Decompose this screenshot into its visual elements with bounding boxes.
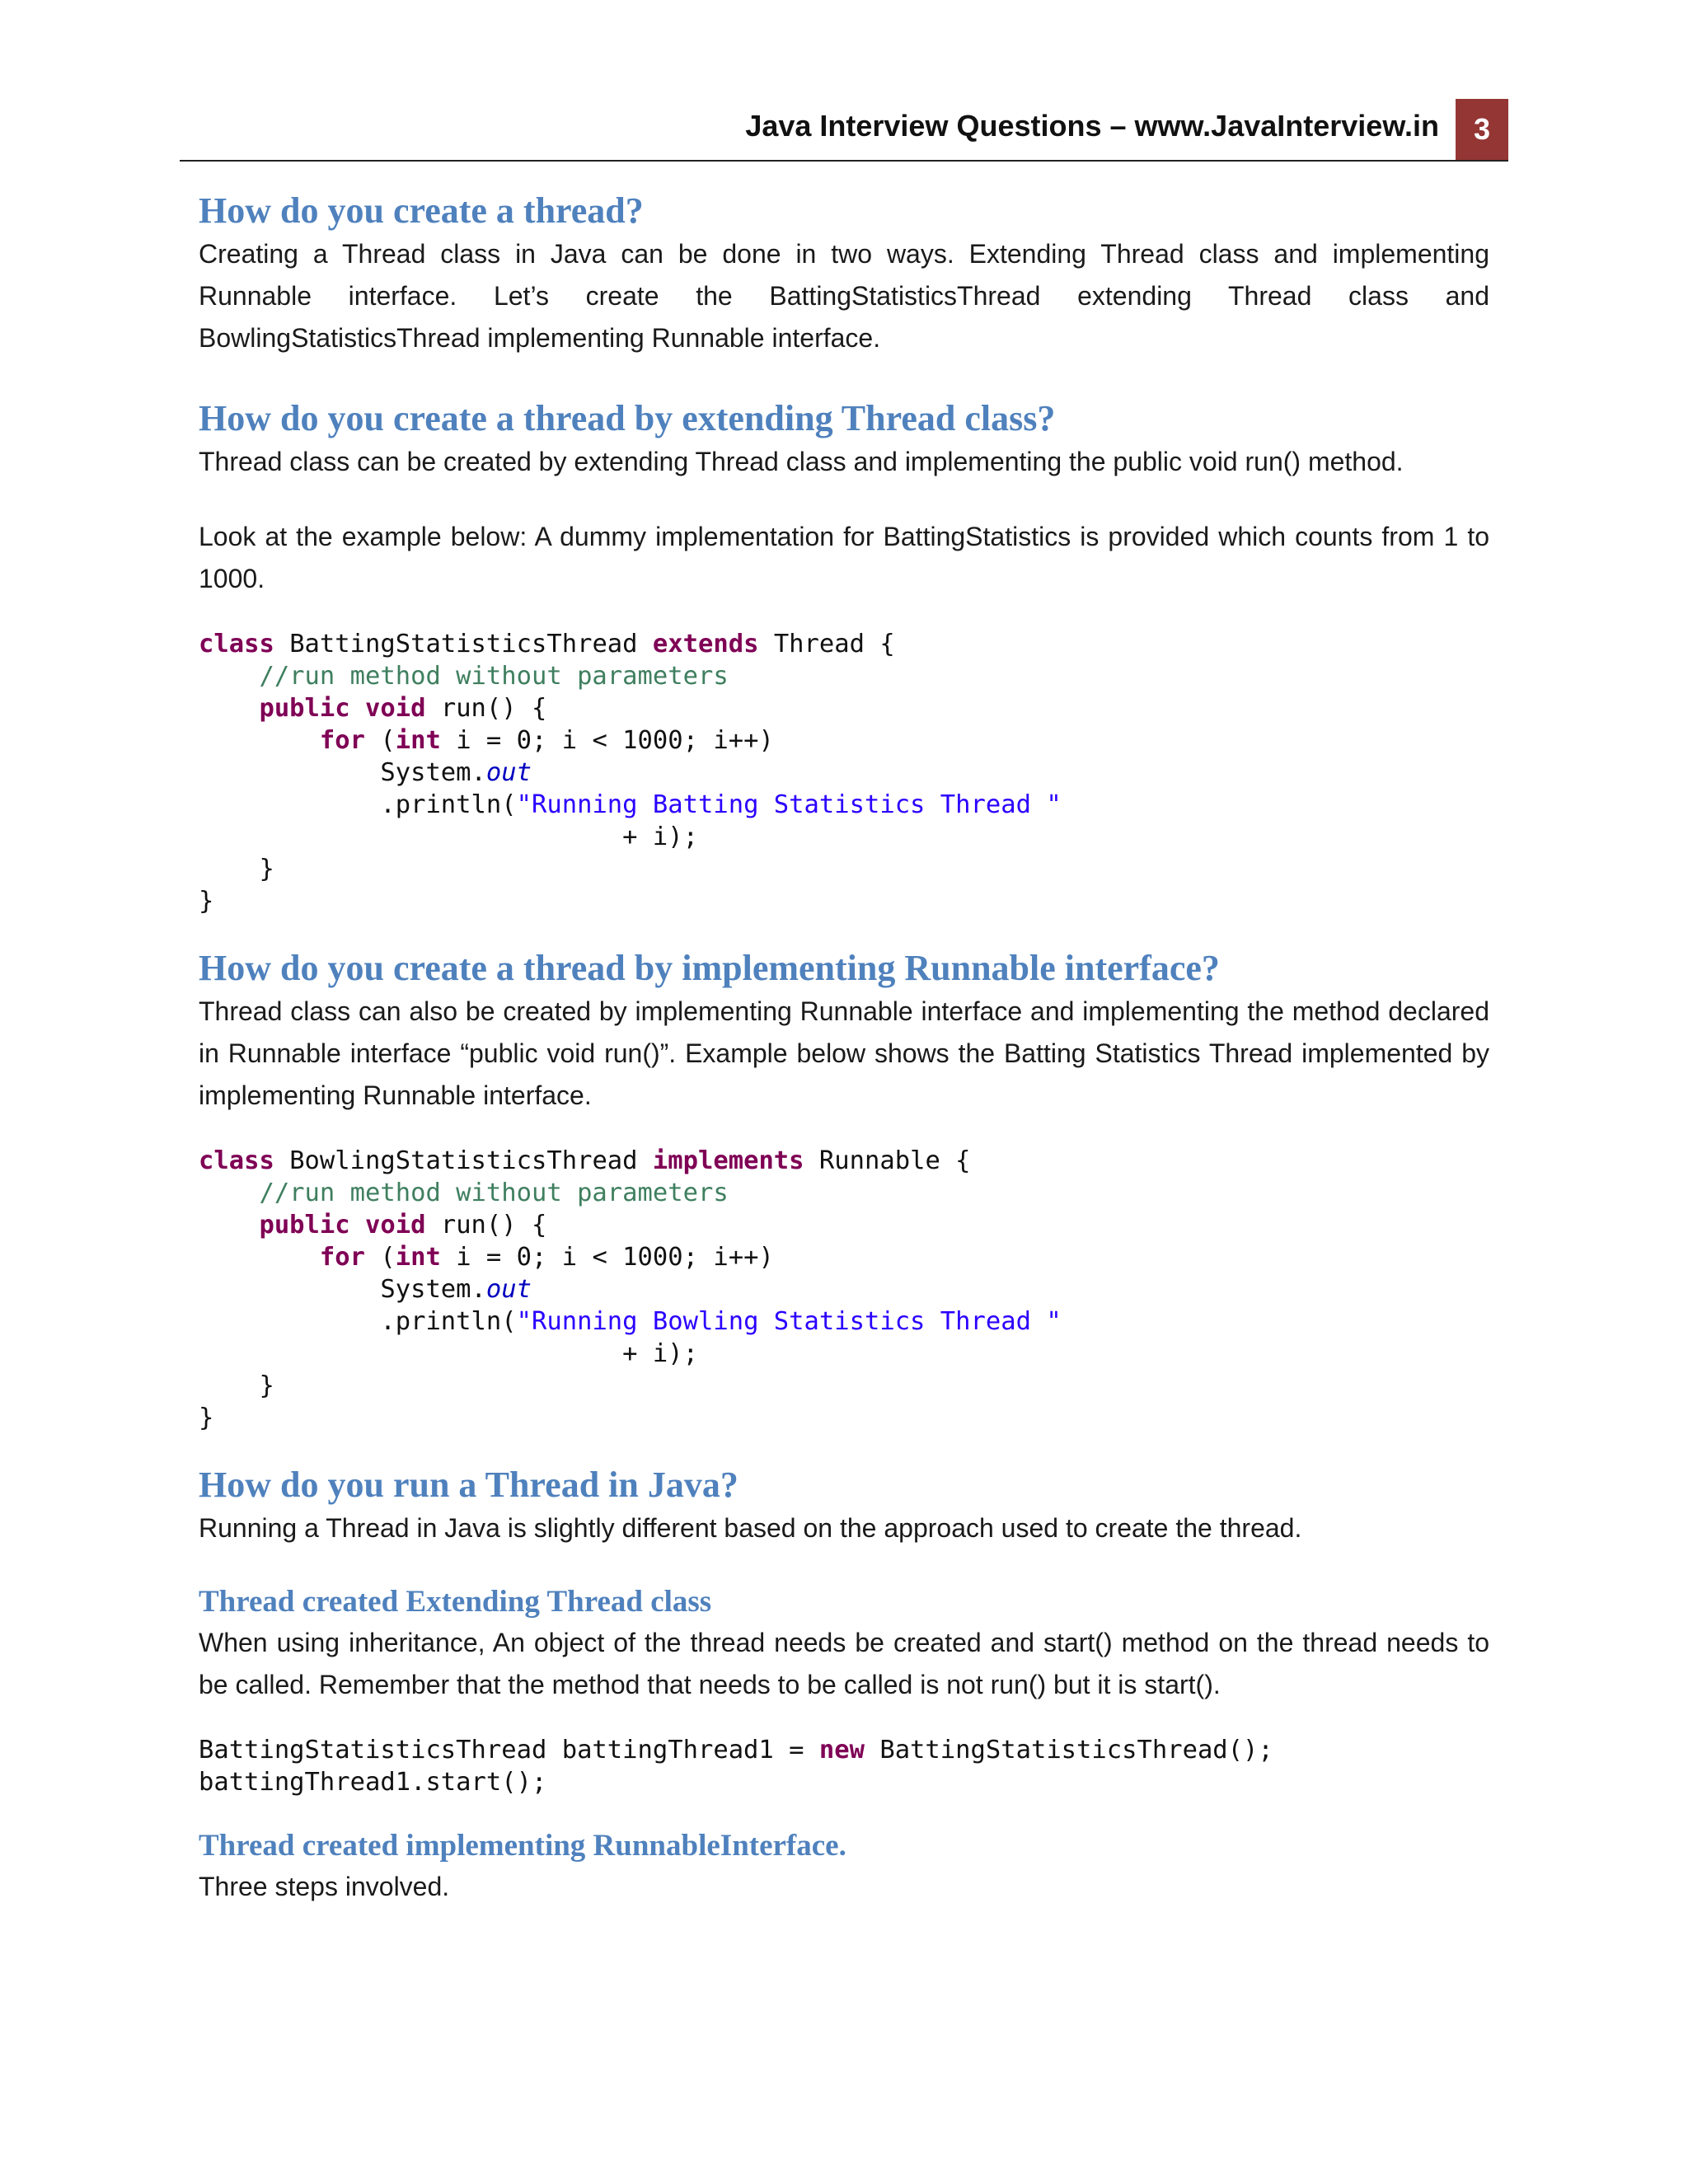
code-text [199, 662, 259, 691]
code-field: out [485, 1275, 532, 1304]
code-keyword: new [818, 1736, 865, 1765]
code-text: run() { [425, 1211, 547, 1240]
subheading-extending-thread: Thread created Extending Thread class [199, 1585, 712, 1619]
heading-implementing-runnable: How do you create a thread by implementing Runnable interface? [199, 948, 1220, 988]
code-text: } [199, 855, 274, 883]
code-comment: //run method without parameters [259, 662, 729, 691]
code-text [199, 694, 259, 723]
subheading-implementing-runnable: Thread created implementing RunnableInterface. [199, 1829, 846, 1863]
code-text [199, 1211, 259, 1240]
code-text: Runnable { [804, 1146, 971, 1175]
paragraph-run-thread: Running a Thread in Java is slightly different based on the approach used to create the thread. [199, 1513, 1302, 1543]
code-text: ( [365, 726, 396, 755]
code-block-bowling-thread [199, 1145, 1489, 1434]
code-text: i = 0; i < 1000; i++) [440, 1243, 774, 1272]
code-block-start-thread [199, 1734, 1489, 1798]
paragraph-three-steps: Three steps involved. [199, 1872, 450, 1902]
paragraph-implementing-runnable: Thread class can also be created by implementing Runnable interface and implementing the method declared in Runnable interface “public void run()”. Example below shows the Batting Statistics Thread implemented by implementing Runnable interface. [199, 996, 1489, 1110]
header-title: Java Interview Questions – www.JavaInterview.in [745, 109, 1439, 143]
paragraph-example-intro: Look at the example below: A dummy implementation for BattingStatistics is provided which counts from 1 to 1000. [199, 522, 1489, 593]
code-text: } [199, 1371, 274, 1400]
code-text: ( [365, 1243, 396, 1272]
code-text: .println( [199, 790, 517, 819]
code-string: "Running Batting Statistics Thread " [516, 790, 1062, 819]
code-text: i = 0; i < 1000; i++) [440, 726, 774, 755]
code-text: Thread { [758, 630, 895, 658]
code-keyword: for [319, 1243, 365, 1272]
code-text: } [199, 887, 214, 916]
code-string: "Running Bowling Statistics Thread " [516, 1307, 1062, 1336]
code-text: System. [199, 758, 486, 787]
page-number-badge: 3 [1456, 99, 1508, 160]
code-text: } [199, 1404, 214, 1432]
code-text [199, 1243, 320, 1272]
code-text: .println( [199, 1307, 517, 1336]
page-header [180, 99, 1508, 162]
paragraph-extending-thread: Thread class can be created by extending Thread class and implementing the public void run() method. [199, 447, 1404, 476]
code-keyword: public [259, 694, 350, 723]
code-keyword: int [395, 1243, 441, 1272]
code-text [350, 694, 365, 723]
code-keyword: implements [652, 1146, 804, 1175]
code-keyword: extends [652, 630, 759, 658]
code-text: System. [199, 1275, 486, 1304]
code-keyword: public [259, 1211, 350, 1240]
code-text: BattingStatisticsThread(); [864, 1736, 1273, 1765]
heading-extending-thread: How do you create a thread by extending Thread class? [199, 398, 1056, 438]
code-keyword: for [319, 726, 365, 755]
paragraph-create-thread: Creating a Thread class in Java can be done in two ways. Extending Thread class and implementing Runnable interface. Let’s create the BattingStatisticsThread extending Thread class and BowlingStatisticsThread implementing Runnable interface. [199, 239, 1489, 353]
code-text: + i); [199, 823, 698, 851]
heading-run-thread: How do you run a Thread in Java? [199, 1465, 738, 1505]
code-text: BattingStatisticsThread battingThread1 = [199, 1736, 819, 1765]
code-comment: //run method without parameters [259, 1179, 729, 1207]
code-text [199, 1179, 259, 1207]
page-content [199, 188, 1489, 1908]
code-keyword: class [199, 1146, 274, 1175]
paragraph-inheritance: When using inheritance, An object of the thread needs be created and start() method on the thread needs to be called. Remember that the method that needs to be called is not run() but it is start(). [199, 1628, 1489, 1700]
code-field: out [485, 758, 532, 787]
code-text: BattingStatisticsThread [274, 630, 653, 658]
code-keyword: class [199, 630, 274, 658]
code-keyword: void [365, 1211, 426, 1240]
code-text: battingThread1.start(); [199, 1768, 547, 1797]
code-text: BowlingStatisticsThread [274, 1146, 653, 1175]
code-text: + i); [199, 1339, 698, 1368]
code-text: run() { [425, 694, 547, 723]
code-text [350, 1211, 365, 1240]
code-text [199, 726, 320, 755]
code-keyword: void [365, 694, 426, 723]
code-keyword: int [395, 726, 441, 755]
heading-create-thread: How do you create a thread? [199, 190, 644, 231]
code-block-batting-thread [199, 628, 1489, 917]
